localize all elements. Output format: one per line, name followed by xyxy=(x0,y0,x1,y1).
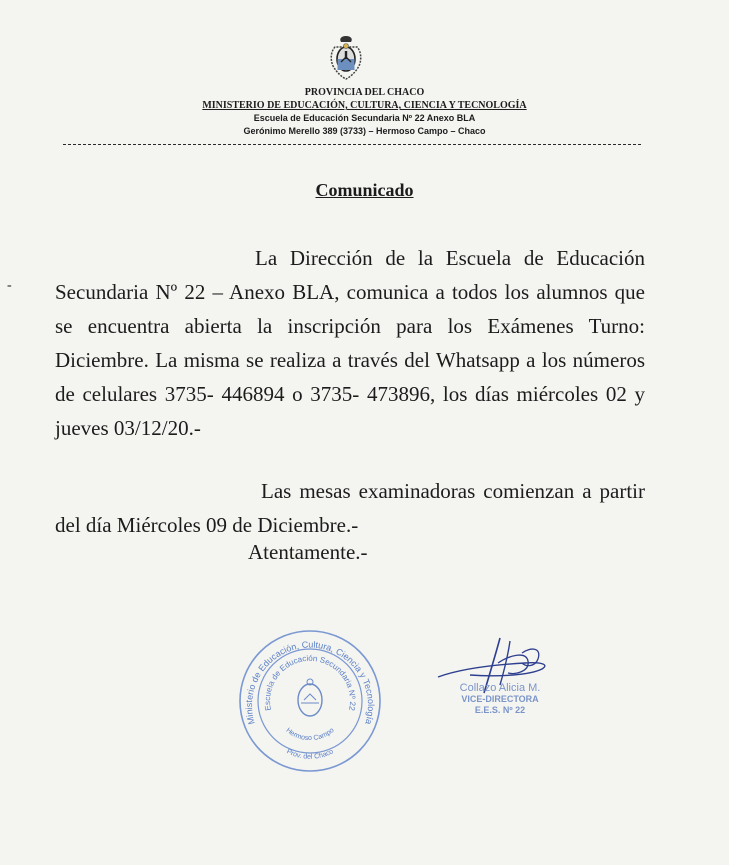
header-school: Escuela de Educación Secundaria Nº 22 Anexo BLA xyxy=(253,113,476,123)
header-divider xyxy=(63,144,641,145)
stamp-inner-text: Escuela de Educación Secundaria Nº 22 xyxy=(262,653,358,712)
header-address: Gerónimo Merello 389 (3733) – Hermoso Campo – Chaco xyxy=(243,126,486,136)
header-province: PROVINCIA DEL CHACO xyxy=(304,87,425,98)
body-paragraph-1: La Dirección de la Escuela de Educación Secundaria Nº 22 – Anexo BLA, comunica a todos los alumnos que se encuentra abierta la inscripción para los Exámenes Turno: Diciembre. La misma se realiza a través del Whatsapp a los números de celulares 3735- 446894 o 3735- 473896, los días miércoles 02 y jueves 03/12/20.- xyxy=(55,246,645,440)
document-title: Comunicado xyxy=(315,180,414,200)
signature-name: Collazo Alicia M. xyxy=(459,682,541,694)
signature-school: E.E.S. Nº 22 xyxy=(474,705,526,715)
signature-block xyxy=(440,683,560,716)
closing-line: Atentamente.- xyxy=(248,540,368,564)
header-ministry: MINISTERIO DE EDUCACIÓN, CULTURA, CIENCIA Y TECNOLOGÍA xyxy=(202,100,527,111)
stamp-crest-icon xyxy=(298,679,322,716)
stamp-outer-text: Ministerio de Educación, Cultura, Ciencia y Tecnología xyxy=(243,639,377,726)
stamp-bottom-text-2: Prov. del Chaco xyxy=(285,748,335,761)
body-paragraph-2: Las mesas examinadoras comienzan a partir del día Miércoles 09 de Diciembre.- xyxy=(55,479,645,537)
margin-mark: - xyxy=(7,278,12,293)
coat-of-arms-icon xyxy=(329,33,363,81)
signature-role: VICE-DIRECTORA xyxy=(461,694,539,704)
stamp-bottom-text-1: Hermoso Campo xyxy=(284,726,336,743)
official-stamp xyxy=(237,628,383,774)
